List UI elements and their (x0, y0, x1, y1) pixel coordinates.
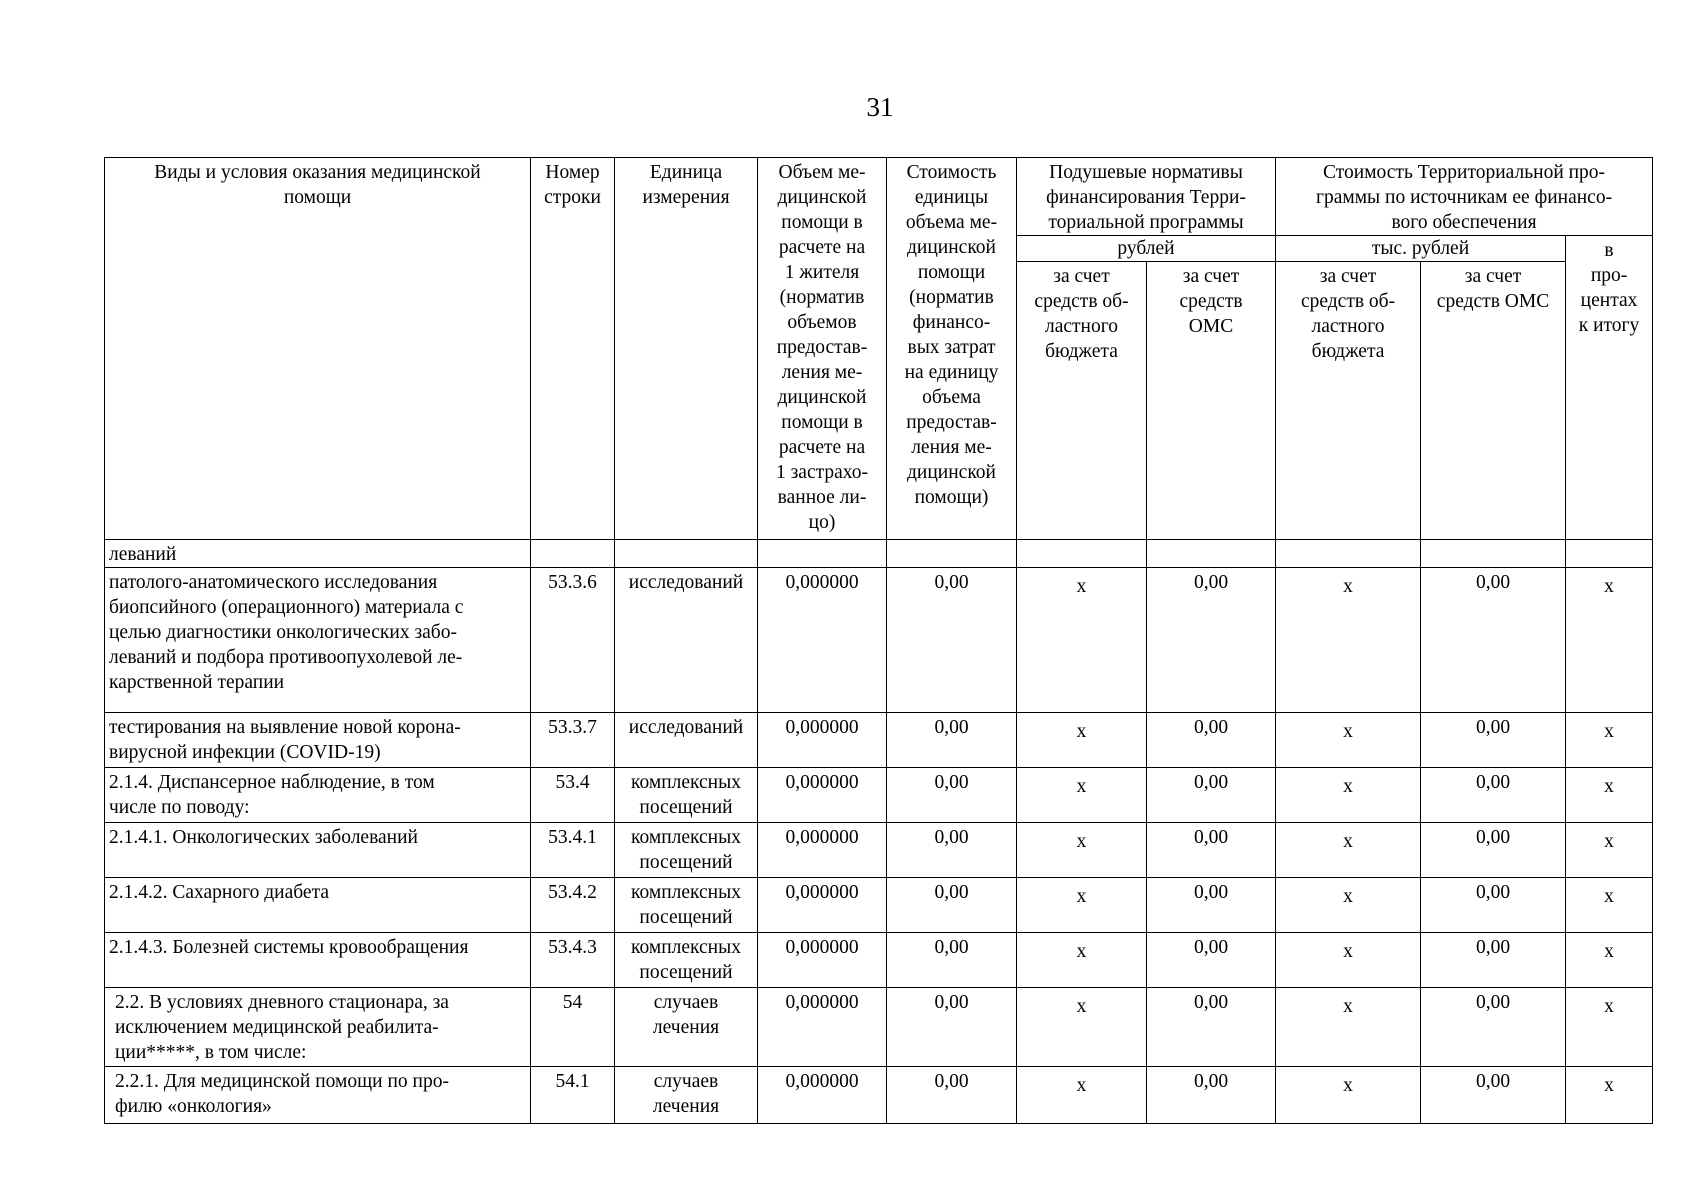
header-line: предостав- (776, 337, 868, 358)
header-line: (норматив (779, 287, 865, 308)
cell-name (105, 768, 531, 823)
cell-pr-oms (1421, 988, 1566, 1067)
cell-row-number (531, 540, 615, 568)
header-line: ОМС (1188, 316, 1234, 337)
header-line: за счет (1053, 266, 1110, 287)
cell-text: х (1604, 941, 1614, 962)
cell-text: 0,00 (934, 827, 969, 848)
cell-text: х (1076, 721, 1087, 742)
cell-pr-oms (1421, 823, 1566, 878)
header-thousand-rubles-text: тыс. рублей (1371, 238, 1470, 259)
header-row-number (531, 158, 615, 540)
cell-text: 0,00 (934, 937, 969, 958)
cell-row-number (531, 933, 615, 988)
header-line: Стоимость (906, 162, 997, 183)
cell-unit (615, 988, 758, 1067)
header-volume (758, 158, 887, 540)
header-pr-oms (1421, 262, 1566, 540)
header-line: дицинской (907, 462, 996, 483)
header-pr-regional (1276, 262, 1421, 540)
header-pc-oms (1147, 262, 1276, 540)
cell-pc-oms (1147, 768, 1276, 823)
cell-line: лечения (652, 1017, 720, 1038)
cell-volume (758, 823, 887, 878)
cell-line: комплексных (631, 772, 741, 793)
cell-text: 0,00 (1475, 572, 1511, 593)
header-line: 1 жителя (784, 262, 860, 283)
cell-percent (1566, 933, 1653, 988)
header-thousand-rubles (1276, 236, 1566, 262)
header-line: в (1604, 240, 1614, 261)
header-name (105, 158, 531, 540)
cell-pc-oms (1147, 713, 1276, 768)
cell-pr-oms (1421, 713, 1566, 768)
header-line: ластного (1311, 316, 1385, 337)
header-cost (887, 158, 1017, 540)
cell-pr-oms (1421, 568, 1566, 713)
header-rubles-text: рублей (1117, 238, 1175, 259)
cell-unit (615, 713, 758, 768)
cell-text: 0,00 (1475, 992, 1511, 1013)
cell-name (105, 933, 531, 988)
cell-text: х (1343, 941, 1353, 962)
header-pc-oms-lines (1151, 264, 1271, 339)
cell-text: х (1604, 721, 1614, 742)
cell-line: 2.1.4.2. Сахарного диабета (109, 882, 330, 903)
cell-line: биопсийного (операционного) материала с (109, 597, 464, 618)
header-line: Объем ме- (778, 162, 866, 183)
cell-line: патолого-анатомического исследования (109, 572, 438, 593)
cell-volume (758, 540, 887, 568)
header-pr-oms-lines (1425, 264, 1561, 314)
cell-line: леваний и подбора противоопухолевой ле- (109, 647, 463, 668)
cell-pr-regional (1276, 568, 1421, 713)
cell-pr-regional (1276, 540, 1421, 568)
cell-text: 0,00 (934, 882, 969, 903)
cell-text: исследований (628, 572, 744, 593)
header-line: средств (1179, 291, 1243, 312)
header-line: расчете на (778, 237, 866, 258)
cell-line: комплексных (631, 827, 741, 848)
cell-text: х (1604, 576, 1614, 597)
header-program-cost (1276, 158, 1653, 236)
header-pc-regional-lines (1021, 264, 1142, 364)
cell-pr-oms (1421, 1067, 1566, 1124)
cell-text: 0,000000 (785, 937, 859, 958)
header-line: средств ОМС (1436, 291, 1550, 312)
cell-text: 0,000000 (785, 1071, 859, 1092)
cell-pc-oms (1147, 988, 1276, 1067)
header-line: вых затрат (907, 337, 996, 358)
header-line: Подушевые нормативы (1049, 162, 1243, 183)
cell-text: 53.4.1 (548, 827, 597, 848)
cell-percent (1566, 568, 1653, 713)
header-per-capita-lines (1021, 160, 1271, 235)
cell-text: 0,00 (934, 772, 969, 793)
header-rubles (1017, 236, 1276, 262)
cell-cost (887, 540, 1017, 568)
cell-text: 0,000000 (785, 772, 859, 793)
header-line: ления ме- (781, 362, 863, 383)
header-line: бюджета (1045, 341, 1118, 362)
cell-unit (615, 823, 758, 878)
header-line: дицинской (777, 187, 867, 208)
header-line: объемов (787, 312, 857, 333)
table-row (105, 713, 1653, 768)
header-line: граммы по источникам ее финансо- (1315, 187, 1613, 208)
cell-pr-oms (1421, 878, 1566, 933)
header-line: средств об- (1034, 291, 1129, 312)
cell-text: 0,00 (1193, 1071, 1229, 1092)
cell-text: х (1076, 1075, 1087, 1096)
cell-text: х (1343, 576, 1353, 597)
cell-text: 54 (562, 992, 583, 1013)
cell-text: х (1076, 831, 1087, 852)
header-line: предостав- (906, 412, 997, 433)
cell-text: х (1076, 776, 1087, 797)
table-row (105, 878, 1653, 933)
cell-line: посещений (639, 797, 733, 818)
table-row (105, 568, 1653, 713)
cell-line: 2.1.4.1. Онкологических заболеваний (109, 827, 418, 848)
cell-line: целью диагностики онкологических забо- (109, 622, 457, 643)
cell-row-number (531, 878, 615, 933)
table-row (105, 988, 1653, 1067)
cell-pc-oms (1147, 933, 1276, 988)
cell-text: 0,000000 (785, 882, 859, 903)
cell-text: х (1076, 996, 1087, 1017)
cell-text: х (1343, 886, 1353, 907)
cell-pc-regional (1017, 1067, 1147, 1124)
header-line: за счет (1182, 266, 1240, 287)
header-line: Стоимость Территориальной про- (1323, 162, 1606, 183)
header-line: объема (922, 387, 981, 408)
cell-text: 0,00 (1193, 572, 1229, 593)
cell-text: х (1604, 886, 1614, 907)
cell-line: 2.1.4.3. Болезней системы кровообращения (109, 937, 469, 958)
cell-pr-oms (1421, 768, 1566, 823)
header-line: цо) (808, 512, 836, 533)
header-line: 1 застрахо- (775, 462, 869, 483)
cell-cost (887, 823, 1017, 878)
cell-cost (887, 1067, 1017, 1124)
cell-pr-regional (1276, 1067, 1421, 1124)
cell-text: 0,00 (1475, 937, 1511, 958)
cell-pr-regional (1276, 713, 1421, 768)
cell-percent (1566, 1067, 1653, 1124)
cell-line: лечения (652, 1096, 720, 1117)
cell-pr-regional (1276, 823, 1421, 878)
cell-cost (887, 768, 1017, 823)
cell-unit (615, 768, 758, 823)
cell-text: 53.4.2 (548, 882, 597, 903)
header-line: к итогу (1578, 315, 1640, 336)
header-line: бюджета (1311, 341, 1385, 362)
cell-text: х (1076, 886, 1087, 907)
cell-pr-oms (1421, 933, 1566, 988)
cell-line: 2.1.4. Диспансерное наблюдение, в том (109, 772, 435, 793)
header-percent (1566, 236, 1653, 540)
header-line: финансо- (912, 312, 991, 333)
cell-name (105, 988, 531, 1067)
cell-pc-regional (1017, 933, 1147, 988)
cell-line: карственной терапии (109, 672, 285, 693)
header-unit (615, 158, 758, 540)
cell-volume (758, 1067, 887, 1124)
cell-pr-regional (1276, 768, 1421, 823)
header-pr-regional-lines (1280, 264, 1416, 364)
header-line: ления ме- (911, 437, 992, 458)
cell-line: комплексных (631, 882, 741, 903)
header-line: единицы (914, 187, 989, 208)
header-line: расчете на (778, 437, 866, 458)
cell-text: 53.4.3 (548, 937, 597, 958)
cell-percent (1566, 540, 1653, 568)
cell-percent (1566, 988, 1653, 1067)
cell-row-number (531, 713, 615, 768)
cell-unit (615, 1067, 758, 1124)
header-line: объема ме- (905, 212, 998, 233)
cell-text: 0,00 (1475, 772, 1511, 793)
cell-text: 0,000000 (785, 992, 859, 1013)
cell-line: посещений (639, 852, 733, 873)
cell-pc-regional (1017, 823, 1147, 878)
cell-text: 0,00 (934, 572, 969, 593)
header-line: дицинской (777, 387, 867, 408)
cell-text: 0,000000 (785, 827, 859, 848)
cell-volume (758, 568, 887, 713)
cell-text: 0,00 (1193, 992, 1229, 1013)
cell-volume (758, 933, 887, 988)
cell-text: х (1076, 941, 1087, 962)
header-line: центах (1580, 290, 1638, 311)
cell-volume (758, 768, 887, 823)
cell-name (105, 540, 531, 568)
cell-text: х (1343, 776, 1353, 797)
cell-text: 0,00 (1475, 882, 1511, 903)
cell-volume (758, 878, 887, 933)
header-per-capita (1017, 158, 1276, 236)
cell-row-number (531, 988, 615, 1067)
header-line: помощи в (781, 212, 863, 233)
cell-line: 2.2.1. Для медицинской помощи по про- (115, 1071, 449, 1092)
cell-name (105, 1067, 531, 1124)
table-row (105, 823, 1653, 878)
header-row-number-text: Номер строки (544, 162, 601, 208)
cell-text: х (1604, 996, 1614, 1017)
table-row (105, 540, 1653, 568)
cell-pc-regional (1017, 878, 1147, 933)
header-line: финансирования Терри- (1046, 187, 1246, 208)
cell-cost (887, 933, 1017, 988)
cell-line: посещений (639, 962, 733, 983)
cell-text: 0,00 (934, 992, 969, 1013)
header-program-cost-lines (1280, 160, 1648, 235)
cell-unit (615, 878, 758, 933)
cell-row-number (531, 823, 615, 878)
cell-line: числе по поводу: (109, 797, 250, 818)
cell-cost (887, 878, 1017, 933)
cell-volume (758, 988, 887, 1067)
cell-line: комплексных (631, 937, 741, 958)
header-line: средств об- (1300, 291, 1396, 312)
cell-text: х (1076, 576, 1087, 597)
cell-pc-regional (1017, 540, 1147, 568)
cell-text: 0,000000 (785, 572, 859, 593)
cell-percent (1566, 713, 1653, 768)
header-row-1 (105, 158, 1653, 236)
cell-pc-regional (1017, 713, 1147, 768)
cell-text: х (1604, 1075, 1614, 1096)
header-line: ванное ли- (777, 487, 867, 508)
header-cost-lines (891, 160, 1012, 510)
cell-text: 53.4 (555, 772, 590, 793)
cell-text: 0,00 (1475, 827, 1511, 848)
cell-unit (615, 933, 758, 988)
cell-percent (1566, 878, 1653, 933)
cell-text: 0,000000 (785, 717, 859, 738)
cell-line: ции*****, в том числе: (115, 1042, 307, 1063)
cell-text: 54.1 (555, 1071, 590, 1092)
header-volume-lines (762, 160, 882, 535)
cell-row-number (531, 568, 615, 713)
cell-line: посещений (639, 907, 733, 928)
cell-line: вирусной инфекции (COVID-19) (109, 742, 381, 763)
cell-row-number (531, 1067, 615, 1124)
table-row (105, 933, 1653, 988)
cell-text: х (1604, 831, 1614, 852)
cell-text: 53.3.6 (548, 572, 597, 593)
cell-volume (758, 713, 887, 768)
cell-line: исключением медицинской реабилита- (115, 1017, 439, 1038)
page-number: 31 (866, 92, 894, 122)
header-line: ториальной программы (1048, 212, 1244, 233)
cell-text: исследований (628, 717, 744, 738)
cell-cost (887, 568, 1017, 713)
cell-cost (887, 988, 1017, 1067)
header-line: вого обеспечения (1391, 212, 1537, 233)
cell-text: х (1343, 721, 1353, 742)
header-line: за счет (1319, 266, 1377, 287)
cell-pr-regional (1276, 988, 1421, 1067)
cell-name (105, 568, 531, 713)
header-line: дицинской (907, 237, 996, 258)
cell-percent (1566, 768, 1653, 823)
header-line: про- (1590, 265, 1628, 286)
cell-text: 0,00 (1193, 882, 1229, 903)
cell-text: 0,00 (934, 717, 969, 738)
cell-text: 0,00 (1193, 937, 1229, 958)
cell-pc-regional (1017, 768, 1147, 823)
cell-line: тестирования на выявление новой корона- (109, 717, 461, 738)
financing-table (104, 157, 1653, 1124)
cell-pr-oms (1421, 540, 1566, 568)
cell-text: х (1343, 831, 1353, 852)
cell-text: 0,00 (1193, 827, 1229, 848)
header-name-text: Виды и условия оказания медицинской помощи (154, 162, 481, 208)
cell-unit (615, 568, 758, 713)
header-line: помощи в (781, 412, 863, 433)
cell-row-number (531, 768, 615, 823)
cell-text: х (1343, 996, 1353, 1017)
cell-text: 0,00 (1193, 772, 1229, 793)
header-line: (норматив (909, 287, 994, 308)
cell-text: 0,00 (1475, 717, 1511, 738)
cell-pc-regional (1017, 568, 1147, 713)
header-line: на единицу (904, 362, 999, 383)
cell-text: 53.3.7 (548, 717, 597, 738)
cell-pr-regional (1276, 878, 1421, 933)
table-row (105, 1067, 1653, 1124)
header-line: ластного (1044, 316, 1118, 337)
header-pc-regional (1017, 262, 1147, 540)
cell-text: 0,00 (934, 1071, 969, 1092)
cell-pr-regional (1276, 933, 1421, 988)
cell-line: филю «онкология» (115, 1096, 272, 1117)
header-line: помощи) (914, 487, 989, 508)
header-line: за счет (1464, 266, 1522, 287)
cell-pc-oms (1147, 540, 1276, 568)
table-row (105, 768, 1653, 823)
cell-text: х (1343, 1075, 1353, 1096)
cell-pc-oms (1147, 878, 1276, 933)
cell-text: 0,00 (1193, 717, 1229, 738)
cell-pc-oms (1147, 1067, 1276, 1124)
cell-text: 0,00 (1475, 1071, 1511, 1092)
table-body (105, 540, 1653, 1124)
cell-unit (615, 540, 758, 568)
cell-text: х (1604, 776, 1614, 797)
cell-percent (1566, 823, 1653, 878)
cell-pc-oms (1147, 568, 1276, 713)
cell-line: 2.2. В условиях дневного стационара, за (115, 992, 449, 1013)
header-unit-text: Единица измерения (642, 162, 730, 208)
cell-line: случаев (653, 992, 719, 1013)
cell-name (105, 713, 531, 768)
cell-pc-oms (1147, 823, 1276, 878)
cell-name (105, 878, 531, 933)
cell-text: леваний (109, 544, 177, 565)
header-percent-lines (1570, 238, 1648, 338)
header-line: помощи (917, 262, 986, 283)
cell-cost (887, 713, 1017, 768)
cell-pc-regional (1017, 988, 1147, 1067)
cell-line: случаев (653, 1071, 719, 1092)
cell-name (105, 823, 531, 878)
